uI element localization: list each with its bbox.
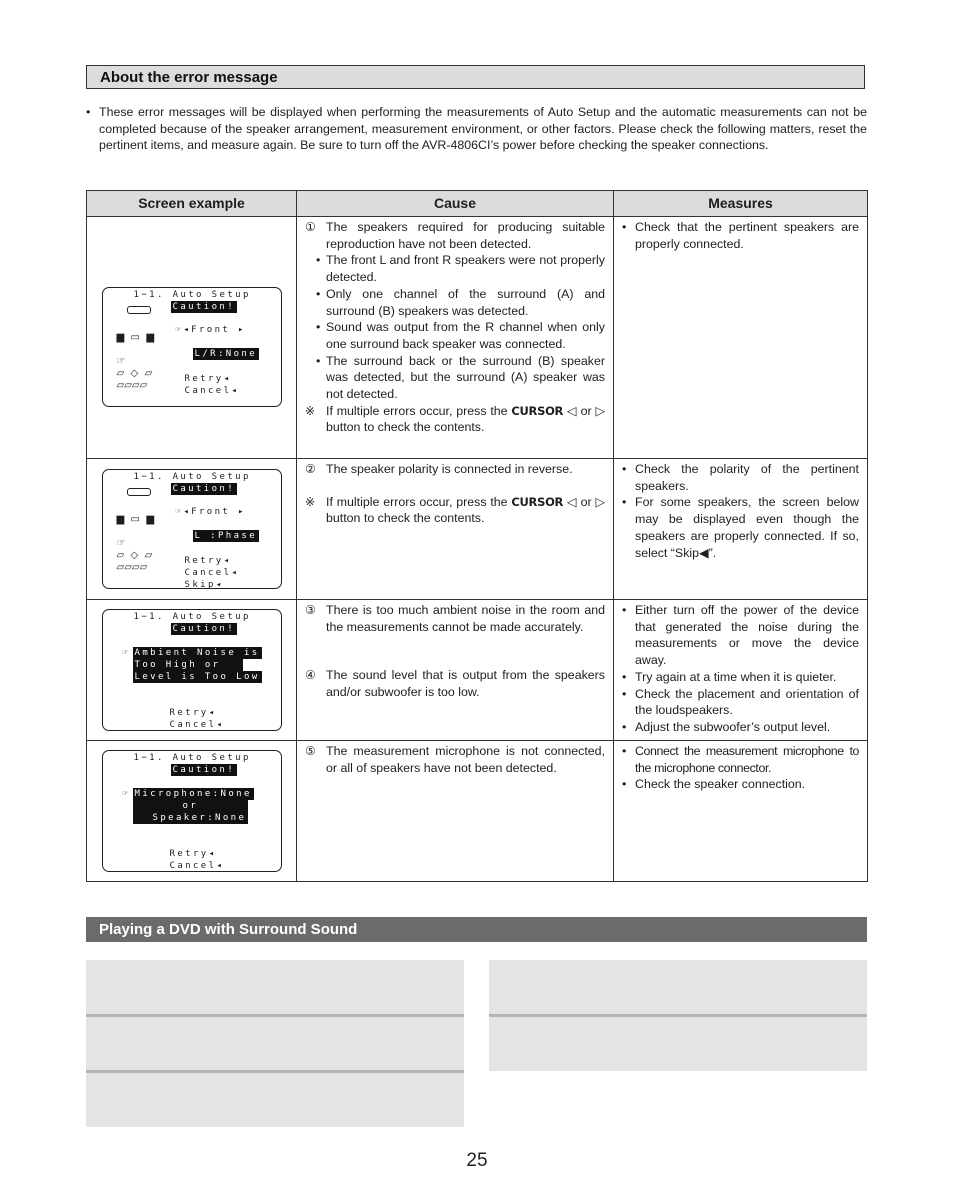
cursor-keyword: CURSOR	[511, 403, 564, 418]
measure-text: Check the placement and orientation of the loudspeakers.	[635, 686, 859, 718]
note-mark: ※	[305, 403, 316, 418]
screen-example-lr-none	[102, 287, 282, 407]
measures-cell: • Either turn off the power of the device that generated the noise during the measurements or move the device away. • Try again at a time when it is quieter. • Check the placement and orientation of the loudspeakers. • Adjust the subwoofer’s output level.	[614, 600, 868, 741]
header-screen-example: Screen example	[87, 191, 297, 217]
intro-paragraph	[86, 104, 867, 154]
table-row	[87, 217, 868, 459]
bullet-icon: •	[86, 105, 91, 119]
cause-bullet: The front L and front R speakers were not properly detected.	[326, 253, 605, 285]
circled-number-1: ①	[305, 220, 316, 234]
speaker-layout-icon: ▱▱▱▱	[116, 379, 148, 391]
screen-message-line3: Level is Too Low	[134, 672, 260, 682]
measure-text: Check the speaker connection.	[635, 777, 806, 792]
cause-cell: ② The speaker polarity is connected in reverse. ※ If multiple errors occur, press the CURSOR ◁ or ▷ button to check the contents.	[297, 459, 614, 600]
measure-text: Try again at a time when it is quieter.	[635, 669, 837, 684]
screen-retry: Retry◂	[184, 556, 232, 566]
screen-front: ☞◂Front ▸	[175, 324, 246, 335]
circled-number-2: ②	[305, 462, 316, 476]
cause-bullet: The surround back or the surround (B) speaker was detected, but the surround (A) speaker was not detected.	[326, 353, 605, 402]
screen-skip: Skip◂	[184, 580, 224, 590]
measures-cell: • Check that the pertinent speakers are properly connected.	[614, 217, 868, 459]
remote-icon	[127, 488, 151, 496]
cause-text: The speaker polarity is connected in reverse.	[326, 462, 573, 476]
screen-example-microphone	[102, 750, 282, 872]
screen-caution: Caution!	[172, 765, 236, 775]
table-row	[87, 600, 868, 741]
screen-message-line2: Too High or	[133, 659, 243, 671]
measure-text: Adjust the subwoofer’s output level.	[635, 719, 831, 734]
speaker-layout-icon: ▱▱▱▱	[116, 562, 148, 573]
cause-text: There is too much ambient noise in the room and the measurements cannot be made accurately.	[326, 603, 605, 634]
measure-text: Connect the measurement microphone to the microphone connector.	[635, 744, 859, 775]
screen-cancel: Cancel◂	[169, 861, 225, 871]
cause-cell: ① The speakers required for producing suitable reproduction have not been detected. • The front L and front R speakers were not properly detected. • Only one channel of the surround (A) and surround (B) speakers was detected. • Sound was output from the R channel when only one surround back speaker was connected. • The surround back or the surround (B) speaker was detected, but the surround (A) speaker was not detected. ※ If multiple errors occur, press the CURSOR ◁ or ▷ button to check the contents.	[297, 217, 614, 459]
cause-bullet: Sound was output from the R channel when only one surround back speaker was connected.	[326, 320, 605, 351]
measure-text: Check the polarity of the pertinent speakers.	[635, 462, 859, 493]
pointer-icon: ☞	[122, 648, 128, 658]
screen-title: 1−1. Auto Setup	[133, 472, 251, 482]
pointer-icon: ☞	[116, 538, 126, 549]
content-panel	[489, 960, 867, 1014]
content-panel	[86, 1017, 464, 1070]
cause-cell	[297, 600, 614, 741]
table-row	[87, 741, 868, 882]
section-header-error-message	[86, 65, 865, 89]
screen-cancel: Cancel◂	[169, 720, 225, 730]
cause-cell	[297, 741, 614, 882]
screen-message-line1: Ambient Noise is	[134, 648, 260, 658]
screen-status: L/R:None	[194, 348, 258, 359]
header-measures: Measures	[614, 191, 868, 217]
screen-example-cell	[87, 600, 297, 741]
table-header-row	[87, 191, 868, 217]
circled-number-4: ④	[305, 668, 316, 683]
error-message-table	[86, 190, 868, 882]
section-header-dvd-surround	[86, 917, 867, 942]
pointer-icon: ☞	[116, 355, 126, 367]
table-row	[87, 459, 868, 600]
screen-message-line2: or	[133, 800, 249, 812]
screen-example-phase	[102, 469, 282, 589]
measure-text: For some speakers, the screen below may be displayed even though the speakers are properly connected. If so, select “Skip◀”.	[635, 495, 859, 560]
speaker-layout-icon: ▆ ▭ ▆	[116, 331, 155, 343]
screen-retry: Retry◂	[169, 849, 217, 859]
pointer-icon: ☞	[122, 789, 128, 799]
screen-retry: Retry◂	[169, 708, 217, 718]
speaker-layout-icon: ▱ ◇ ▱	[116, 367, 153, 379]
section-title: Playing a DVD with Surround Sound	[99, 921, 358, 938]
cursor-keyword: CURSOR	[511, 494, 564, 509]
screen-title: 1−1. Auto Setup	[133, 612, 251, 622]
screen-cancel: Cancel◂	[184, 568, 240, 578]
circled-number-3: ③	[305, 603, 316, 617]
measure-text: Either turn off the power of the device that generated the noise during the measurements or move the device away.	[635, 603, 859, 668]
screen-status: L :Phase	[194, 531, 258, 541]
screen-caution: Caution!	[172, 301, 236, 312]
note-text: If multiple errors occur, press the	[326, 494, 508, 509]
screen-title: 1−1. Auto Setup	[133, 289, 251, 300]
remote-icon	[127, 306, 151, 314]
header-cause: Cause	[297, 191, 614, 217]
speaker-layout-icon: ▱ ◇ ▱	[116, 550, 153, 561]
cause-text: The measurement microphone is not connected, or all of speakers have not been detected.	[326, 744, 605, 775]
screen-caution: Caution!	[172, 484, 236, 494]
circled-number-5: ⑤	[305, 744, 316, 758]
measures-cell: • Connect the measurement microphone to the microphone connector. • Check the speaker connection.	[614, 741, 868, 882]
intro-text: These error messages will be displayed when performing the measurements of Auto Setup and the automatic measurements can not be completed because of the speaker arrangement, measurement environment, or other factors. Please check the following matters, reset the pertinent items, and measure again. Be sure to turn off the AVR-4806CI’s power before checking the speaker connections.	[99, 105, 867, 153]
speaker-layout-icon: ▆ ▭ ▆	[116, 514, 155, 525]
screen-message-line3: Speaker:None	[133, 812, 249, 824]
section-title: About the error message	[100, 69, 278, 86]
screen-front: ☞◂Front ▸	[175, 507, 246, 517]
screen-cancel: Cancel◂	[184, 385, 240, 396]
screen-retry: Retry◂	[184, 373, 232, 384]
note-text: If multiple errors occur, press the	[326, 403, 508, 418]
screen-caution: Caution!	[172, 624, 236, 634]
screen-example-cell	[87, 459, 297, 600]
cause-text: The speakers required for producing suitable reproduction have not been detected.	[326, 220, 605, 251]
content-panel	[86, 1073, 464, 1127]
screen-example-cell	[87, 217, 297, 459]
page-number: 25	[466, 1150, 488, 1171]
content-panel	[86, 960, 464, 1014]
screen-title: 1−1. Auto Setup	[133, 753, 251, 763]
cause-text: The sound level that is output from the speakers and/or subwoofer is too low.	[326, 668, 605, 700]
measures-cell: • Check the polarity of the pertinent speakers. • For some speakers, the screen below may be displayed even though the speakers are properly connected. If so, select “Skip◀”.	[614, 459, 868, 600]
screen-message-line1: Microphone:None	[134, 789, 252, 799]
screen-example-ambient-noise	[102, 609, 282, 731]
cause-bullet: Only one channel of the surround (A) and surround (B) speakers was detected.	[326, 286, 605, 318]
content-panel	[489, 1017, 867, 1071]
screen-example-cell	[87, 741, 297, 882]
measure-text: Check that the pertinent speakers are properly connected.	[635, 220, 859, 251]
note-mark: ※	[305, 494, 316, 509]
